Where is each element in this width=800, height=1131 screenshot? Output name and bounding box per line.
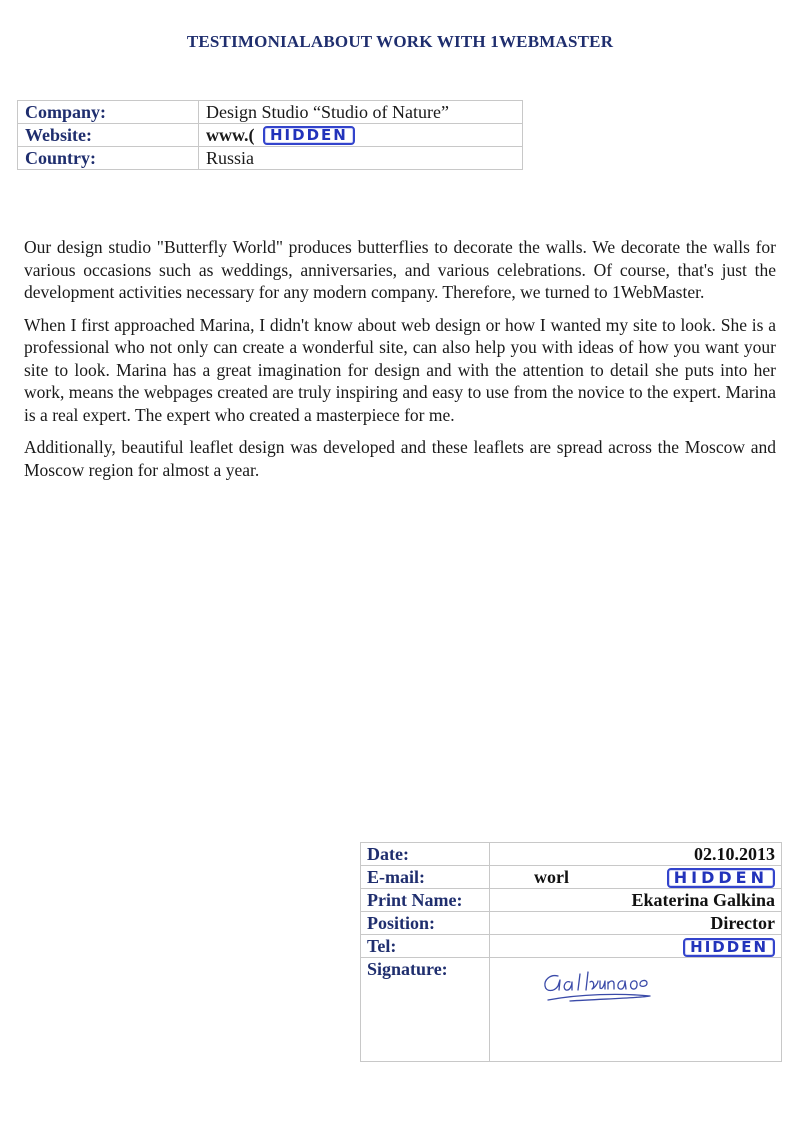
website-cell (199, 124, 523, 147)
country-value: Russia (199, 147, 523, 170)
email-value: worl (534, 866, 569, 887)
date-label: Date: (361, 843, 490, 866)
email-row (361, 866, 782, 889)
document-title: TESTIMONIALABOUT WORK WITH 1WEBMASTER (186, 32, 614, 51)
paragraph-2: When I first approached Marina, I didn't know about web design or how I wanted my site to look. She is a professional who not only can create a wonderful site, can also help you with ideas of how you want your site to look. Marina has a great imagination for design and with the attention to detail she puts into her work, means the webpages created are truly inspiring and easy to use from the novice to the expert. Marina is a real expert. The expert who created a masterpiece for me. (24, 314, 776, 425)
signature-label: Signature: (361, 958, 490, 1062)
signature-cell (490, 958, 782, 1062)
company-row (18, 101, 523, 124)
company-label: Company: (18, 101, 199, 124)
tel-row (361, 935, 782, 958)
position-label: Position: (361, 912, 490, 935)
tel-cell (490, 935, 782, 958)
testimonial-body (24, 236, 776, 491)
signature-row (361, 958, 782, 1062)
website-label: Website: (18, 124, 199, 147)
name-row (361, 889, 782, 912)
website-value: www.( (206, 124, 255, 145)
hidden-stamp-website: HIDDEN (263, 126, 355, 145)
signoff-table (360, 842, 782, 1062)
handwritten-signature (540, 966, 680, 1012)
website-row (18, 124, 523, 147)
paragraph-1: Our design studio "Butterfly World" produces butterflies to decorate the walls. We decorate the walls for various occasions such as weddings, anniversaries, and various celebrations. Of course, that's just the development activities necessary for any modern company. Therefore, we turned to 1WebMaster. (24, 237, 776, 302)
hidden-stamp-tel: HIDDEN (683, 938, 775, 957)
position-row (361, 912, 782, 935)
hidden-stamp-email: HIDDEN (667, 868, 775, 888)
email-cell (490, 866, 782, 889)
paragraph-3: Additionally, beautiful leaflet design was developed and these leaflets are spread across the Moscow and Moscow region for almost a year. (24, 437, 776, 480)
name-value: Ekaterina Galkina (490, 889, 782, 912)
tel-label: Tel: (361, 935, 490, 958)
name-label: Print Name: (361, 889, 490, 912)
company-value: Design Studio “Studio of Nature” (199, 101, 523, 124)
country-row (18, 147, 523, 170)
email-label: E-mail: (361, 866, 490, 889)
position-value: Director (490, 912, 782, 935)
country-label: Country: (18, 147, 199, 170)
company-info-table (17, 100, 523, 170)
date-row (361, 843, 782, 866)
date-value: 02.10.2013 (490, 843, 782, 866)
